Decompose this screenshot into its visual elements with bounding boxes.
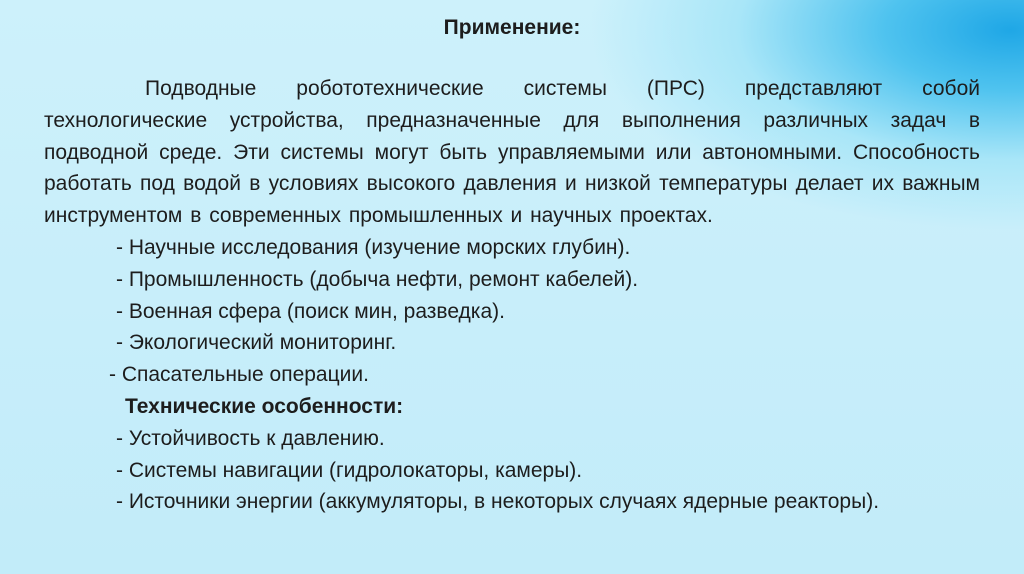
application-item-industry: - Промышленность (добыча нефти, ремонт кабелей). (116, 267, 639, 291)
slide-body (44, 73, 980, 518)
slide-title: Применение: (443, 16, 581, 39)
application-item-rescue: - Спасательные операции. (109, 363, 369, 387)
application-item-research: - Научные исследования (изучение морских глубин). (116, 235, 631, 259)
feature-item-energy: - Источники энергии (аккумуляторы, в некоторых случаях ядерные реакторы). (116, 490, 880, 514)
features-heading: Технические особенности: (125, 394, 404, 418)
application-item-military: - Военная сфера (поиск мин, разведка). (116, 299, 505, 323)
feature-item-navigation: - Системы навигации (гидролокаторы, камеры). (116, 458, 583, 482)
application-item-ecology: - Экологический мониторинг. (116, 331, 397, 355)
intro-paragraph: Подводные робототехнические системы (ПРС) представляют собой технологические устройства, предназначенные для выполнения различных задач в подводной среде. Эти системы могут быть управляемыми или автономными. Способность работать под водой в условиях высокого давления и низкой температуры делает их важным инструментом в современных промышленных и научных проектах. (44, 77, 980, 228)
feature-item-pressure: - Устойчивость к давлению. (116, 426, 385, 450)
